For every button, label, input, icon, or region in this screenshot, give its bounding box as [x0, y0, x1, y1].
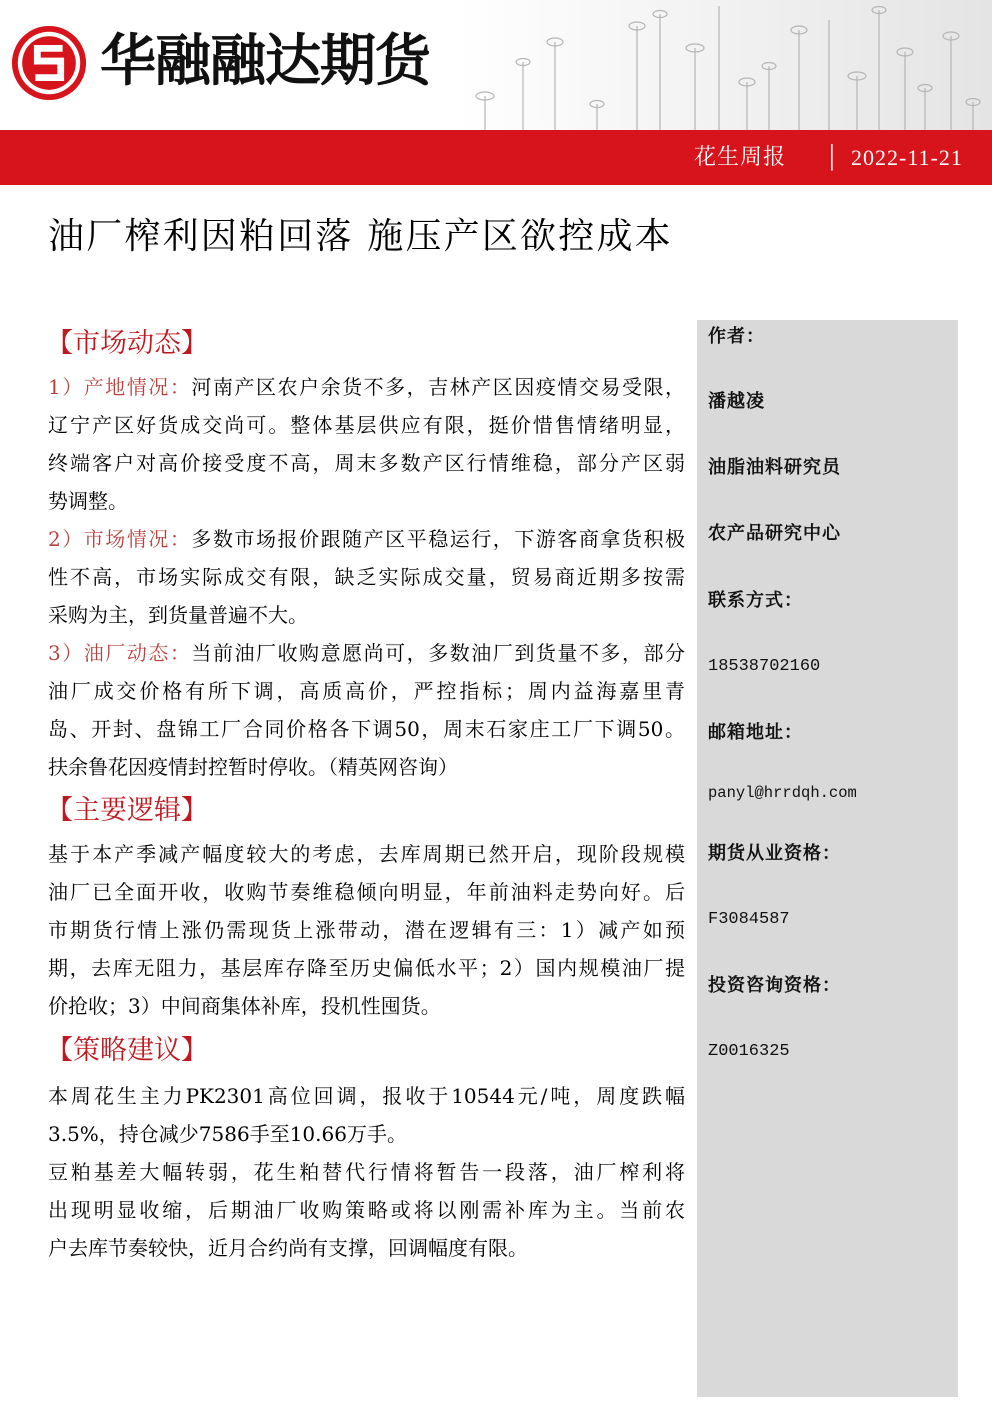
text-line: 终端客户对高价接受度不高，周末多数产区行情维稳，部分产区弱	[48, 451, 685, 475]
banner-separator: │	[826, 145, 840, 170]
paragraph-label: 1）产地情况：	[48, 375, 192, 399]
advisory-license-number: Z0016325	[708, 1042, 790, 1061]
company-name: 华融融达期货	[100, 29, 430, 94]
author-title: 油脂油料研究员	[708, 457, 841, 478]
section-market-dynamics	[48, 320, 685, 786]
header-decoration	[455, 0, 992, 130]
text-line	[48, 634, 685, 672]
futures-license-number: F3084587	[708, 910, 790, 929]
text-line: 3.5%，持仓减少7586手至10.66万手。	[48, 1122, 407, 1146]
report-date: 2022-11-21	[851, 145, 963, 170]
section-heading: 【主要逻辑】	[46, 795, 208, 826]
author-label: 作者：	[708, 326, 765, 347]
report-title: 油厂榨利因粕回落 施压产区欲控成本	[48, 216, 673, 257]
text-line: 油厂成交价格有所下调，高质高价，严控指标；周内益海嘉里青	[48, 679, 685, 703]
report-banner	[0, 130, 992, 185]
author-name: 潘越凌	[708, 391, 765, 412]
text-line: 豆粕基差大幅转弱，花生粕替代行情将暂告一段落，油厂榨利将	[48, 1160, 685, 1184]
text-line: 采购为主，到货量普遍不大。	[48, 603, 308, 627]
author-sidebar	[697, 320, 958, 1397]
text-line: 扶余鲁花因疫情封控暂时停收。（精英网咨询）	[48, 755, 458, 779]
text-line: 本周花生主力PK2301高位回调，报收于10544元/吨，周度跌幅	[48, 1084, 685, 1108]
paragraph-market	[48, 520, 685, 634]
text-line: 基于本产季减产幅度较大的考虑，去库周期已然开启，现阶段规模	[48, 842, 685, 866]
text-line: 辽宁产区好货成交尚可。整体基层供应有限，挺价惜售情绪明显，	[48, 413, 685, 437]
text-line: 油厂已全面开收，收购节奏维稳倾向明显，年前油料走势向好。后	[48, 880, 685, 904]
text-span: 河南产区农户余货不多，吉林产区因疫情交易受限，	[191, 375, 686, 399]
paragraph-outlook	[48, 1153, 685, 1267]
text-line	[48, 368, 685, 406]
paragraph-label: 2）市场情况：	[48, 527, 192, 551]
text-line: 岛、开封、盘锦工厂合同价格各下调50，周末石家庄工厂下调50。	[48, 717, 685, 741]
text-line: 市期货行情上涨仍需现货上涨带动，潜在逻辑有三：1）减产如预	[48, 918, 685, 942]
section-strategy	[48, 1025, 685, 1267]
text-span: 多数市场报价跟随产区平稳运行，下游客商拿货积极	[191, 527, 686, 551]
section-heading: 【市场动态】	[46, 328, 208, 359]
text-line: 势调整。	[48, 489, 128, 513]
text-line: 户去库节奏较快，近月合约尚有支撑，回调幅度有限。	[48, 1236, 528, 1260]
report-type: 花生周报	[694, 145, 787, 170]
section-main-logic	[48, 787, 685, 1025]
email-label: 邮箱地址：	[708, 722, 803, 743]
paragraph-futures	[48, 1077, 685, 1153]
text-span: 当前油厂收购意愿尚可，多数油厂到货量不多，部分	[191, 641, 686, 665]
company-logo-icon	[10, 24, 88, 102]
department: 农产品研究中心	[708, 523, 841, 544]
phone-number: 18538702160	[708, 657, 821, 676]
text-line: 价抢收；3）中间商集体补库，投机性囤货。	[48, 994, 441, 1018]
email-address: panyl@hrrdqh.com	[708, 784, 857, 802]
text-line: 性不高，市场实际成交有限，缺乏实际成交量，贸易商近期多按需	[48, 565, 685, 589]
paragraph-oil-mill	[48, 634, 685, 786]
contact-label: 联系方式：	[708, 590, 803, 611]
section-heading: 【策略建议】	[46, 1035, 208, 1066]
text-line: 出现明显收缩，后期油厂收购策略或将以刚需补库为主。当前农	[48, 1198, 685, 1222]
paragraph-logic	[48, 835, 685, 1025]
text-line	[48, 520, 685, 558]
text-line: 期，去库无阻力，基层库存降至历史偏低水平；2）国内规模油厂提	[48, 956, 685, 980]
paragraph-origin	[48, 368, 685, 520]
advisory-license-label: 投资咨询资格：	[708, 975, 841, 996]
paragraph-label: 3）油厂动态：	[48, 641, 192, 665]
futures-license-label: 期货从业资格：	[708, 843, 841, 864]
